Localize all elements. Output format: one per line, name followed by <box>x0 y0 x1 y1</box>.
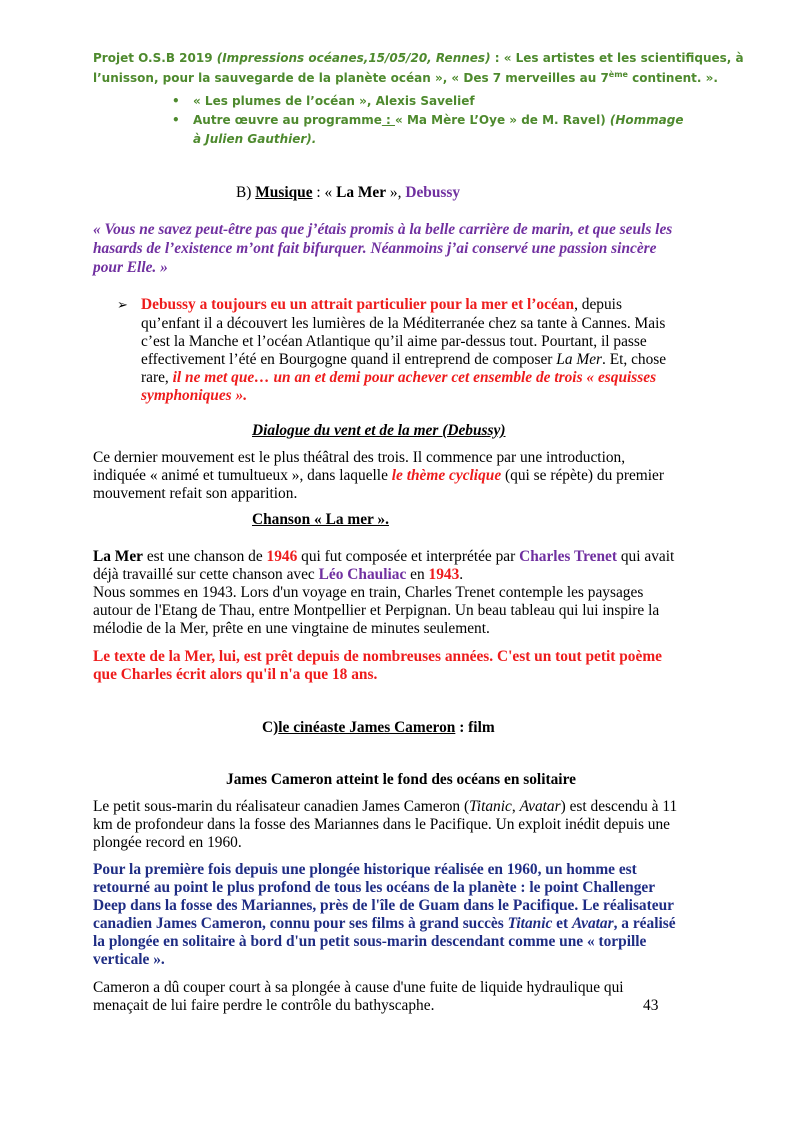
arrow-item-line-2: qu’enfant il a découvert les lumières de la Méditerranée chez sa tante à Cannes. Mais <box>141 315 666 332</box>
debussy-quote-line-1: « Vous ne savez peut-être pas que j’étais promis à la belle carrière de marin, et que seuls les <box>93 221 673 238</box>
header-bullet-2-symbol: • <box>172 113 180 127</box>
header-line-2 <box>93 68 718 88</box>
chanson-line-1: La Mer est une chanson de 1946 qui fut composée et interprétée par Charles Trenet qui avait <box>93 548 675 565</box>
header-bullet-1: « Les plumes de l’océan », Alexis Savelief <box>193 94 475 108</box>
cameron-line-2: km de profondeur dans la fosse des Mariannes dans le Pacifique. Un exploit inédit depuis une <box>93 816 671 833</box>
program-colon: : <box>381 113 396 127</box>
year-1946: 1946 <box>266 548 298 565</box>
cameron-bold-line-1: Pour la première fois depuis une plongée historique réalisée en 1960, un homme est <box>93 861 637 878</box>
program-tribute: (Hommage <box>609 113 684 127</box>
chanson-red-line-1: Le texte de la Mer, lui, est prêt depuis de nombreuses années. C'est un tout petit poème <box>93 648 662 665</box>
dialogue-title: Dialogue du vent et de la mer (Debussy) <box>252 422 506 439</box>
dialogue-line-1: Ce dernier mouvement est le plus théâtral des trois. Il commence par une introduction, <box>93 449 626 466</box>
cameron-bold-line-3: Deep dans la fosse des Mariannes, près de l'île de Guam dans le Pacifique. Le réalisateur <box>93 897 674 914</box>
chanson-line-3: Nous sommes en 1943. Lors d'un voyage en train, Charles Trenet contemple les paysages <box>93 584 644 601</box>
arrow-item-lead: Debussy a toujours eu un attrait particulier pour la mer et l’océan <box>141 296 575 313</box>
artist-leo-chauliac: Léo Chauliac <box>318 566 407 583</box>
debussy-quote-line-3: pour Elle. » <box>93 259 168 276</box>
cameron-bold-line-5: la plongée en solitaire à bord d'un petit sous-marin descendant comme une « torpille <box>93 933 647 950</box>
chanson-red-line-2: que Charles écrit alors qu'il n'a que 18 ans. <box>93 666 378 683</box>
theme-part-c: continent. ». <box>627 71 718 85</box>
header-bullet-2-line-1 <box>193 110 683 130</box>
header-bullet-1-symbol: • <box>172 94 180 108</box>
composer-name: Debussy <box>405 184 461 201</box>
cameron-bold-line-2: retourné au point le plus profond de tous les océans de la planète : le point Challenger <box>93 879 656 896</box>
section-c-heading: C)le cinéaste James Cameron : film <box>262 719 495 736</box>
arrow-item-line-5: rare, il ne met que… un an et demi pour achever cet ensemble de trois « esquisses <box>141 369 657 386</box>
section-c-label: le cinéaste James Cameron <box>278 719 456 736</box>
artist-charles-trenet: Charles Trenet <box>519 548 617 565</box>
arrow-bullet-icon: ➢ <box>117 297 128 312</box>
cameron-line-3: plongée record en 1960. <box>93 834 242 851</box>
theme-superscript: ème <box>608 70 628 79</box>
program-label: Autre œuvre au programme <box>193 113 382 127</box>
cameron-end-line-2: menaçait de lui faire perdre le contrôle du bathyscaphe. <box>93 997 435 1014</box>
cameron-end-line-1: Cameron a dû couper court à sa plongée à cause d'une fuite de liquide hydraulique qui <box>93 979 624 996</box>
chanson-line-5: mélodie de la Mer, prête en une vingtaine de minutes seulement. <box>93 620 490 637</box>
debussy-quote-line-2: hasards de l’existence m’ont fait bifurquer. Néanmoins j’ai conservé une passion sincère <box>93 240 657 257</box>
year-1943: 1943 <box>428 566 460 583</box>
theme-part-a: : « Les artistes et les scientifiques, à <box>490 51 744 65</box>
cameron-title: James Cameron atteint le fond des océans en solitaire <box>226 771 576 788</box>
chanson-line-4: autour de l'Etang de Thau, entre Montpellier et Perpignan. Un beau tableau qui lui inspire la <box>93 602 660 619</box>
event-info: (Impressions océanes,15/05/20, Rennes) <box>216 51 491 65</box>
page-number: 43 <box>643 997 659 1014</box>
header-line-1 <box>93 48 744 68</box>
theme-part-b: l’unisson, pour la sauvegarde de la planète océan », « Des 7 merveilles au 7 <box>93 71 609 85</box>
chanson-title: Chanson « La mer ». <box>252 511 389 528</box>
section-b-label: Musique <box>255 184 313 201</box>
cyclic-theme: le thème cyclique <box>391 467 502 484</box>
arrow-item-line-6: symphoniques ». <box>141 387 248 404</box>
arrow-item-line-4: effectivement l’été en Bourgogne quand il entreprend de composer La Mer. Et, chose <box>141 351 667 368</box>
cameron-line-1: Le petit sous-marin du réalisateur canadien James Cameron (Titanic, Avatar) est descendu à 11 <box>93 798 678 815</box>
cameron-bold-line-6: verticale ». <box>93 951 165 968</box>
project-name: Projet O.S.B 2019 <box>93 51 217 65</box>
section-b-heading: B) Musique : « La Mer », Debussy <box>236 184 461 201</box>
dialogue-line-3: mouvement refait son apparition. <box>93 485 298 502</box>
cameron-bold-line-4: canadien James Cameron, connu pour ses films à grand succès Titanic et Avatar, a réalisé <box>93 915 676 932</box>
program-tribute-end: à Julien Gauthier). <box>193 132 317 146</box>
arrow-item-line-1: Debussy a toujours eu un attrait particulier pour la mer et l’océan, depuis <box>141 296 622 313</box>
chanson-line-2: déjà travaillé sur cette chanson avec Léo Chauliac en 1943. <box>93 566 464 583</box>
dialogue-line-2: indiquée « animé et tumultueux », dans laquelle le thème cyclique (qui se répète) du premier <box>93 467 664 484</box>
work-title: La Mer <box>336 184 387 201</box>
program-work: « Ma Mère L’Oye » de M. Ravel) <box>395 113 610 127</box>
arrow-item-line-3: c’est la Manche et l’océan Atlantique qu’il aime par-dessus tout. Pourtant, il passe <box>141 333 647 350</box>
header-bullet-2-line-2 <box>193 129 316 149</box>
